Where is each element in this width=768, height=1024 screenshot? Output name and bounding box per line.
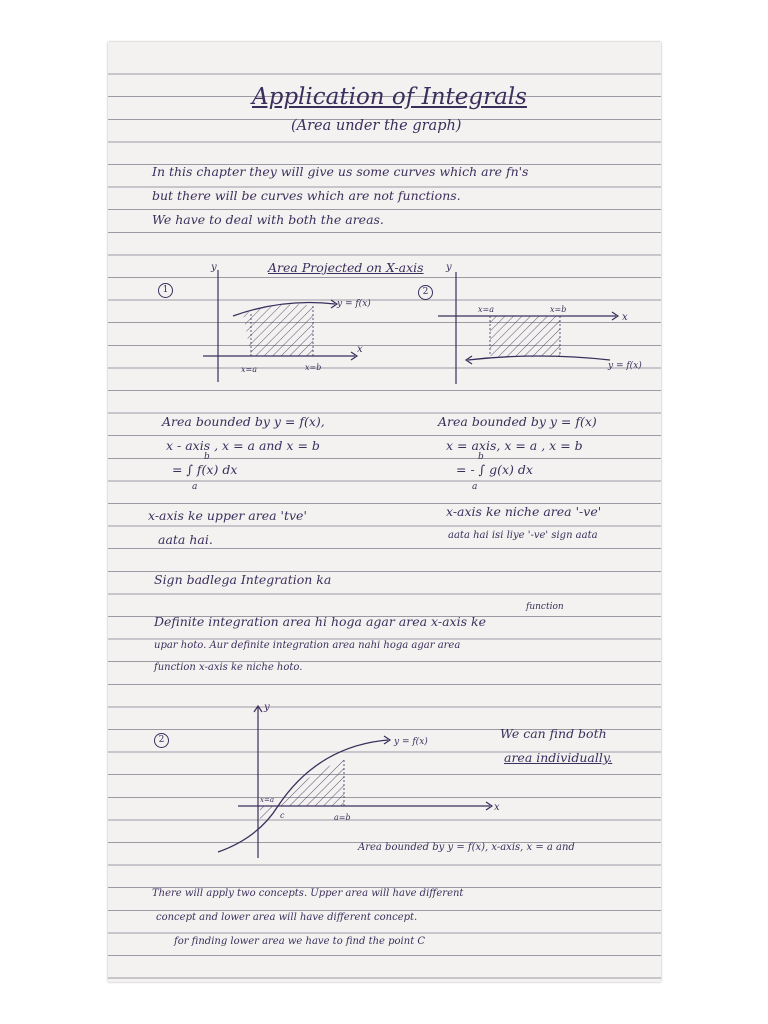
- label-a: x=a: [260, 796, 274, 804]
- case1-limit-upper: b: [204, 452, 210, 462]
- label-b: x=b: [550, 305, 567, 314]
- axis-y-label: y: [211, 262, 217, 273]
- label-b: a=b: [334, 813, 351, 822]
- case2-text-2: x = axis, x = a , x = b: [446, 438, 583, 453]
- notebook-page: [108, 42, 661, 982]
- section-heading: Area Projected on X-axis: [268, 260, 424, 275]
- case1-limit-lower: a: [192, 482, 198, 492]
- side-note-1: We can find both: [500, 726, 607, 741]
- side-note-2: area individually.: [504, 750, 613, 765]
- curve: [468, 356, 610, 360]
- case2-text-1: Area bounded by y = f(x): [438, 414, 597, 429]
- sign-note: Sign badlega Integration ka: [154, 572, 332, 587]
- definite-note-1: Definite integration area hi hoga agar area x-axis ke: [154, 614, 486, 629]
- concepts-line-1: There will apply two concepts. Upper area will have different: [152, 888, 464, 899]
- section2-graph: [198, 702, 508, 862]
- case1-text-5: aata hai.: [158, 532, 213, 547]
- case2-number: 2: [418, 282, 433, 300]
- axis-y-label: y: [446, 262, 452, 273]
- axis-y-label: y: [264, 702, 270, 713]
- curve-label: y = f(x): [608, 361, 642, 371]
- case1-text-1: Area bounded by y = f(x),: [162, 414, 325, 429]
- axis-x-label: x: [622, 312, 628, 323]
- label-a: x=a: [478, 305, 494, 314]
- label-a: x=a: [241, 365, 257, 374]
- axis-x-label: x: [494, 802, 500, 813]
- page-title: Application of Integrals: [252, 84, 527, 110]
- label-c: c: [280, 811, 285, 820]
- concepts-line-2: concept and lower area will have different concept.: [156, 912, 418, 923]
- curve-label: y = f(x): [337, 299, 371, 309]
- case2-text-4: x-axis ke niche area '-ve': [446, 504, 602, 519]
- case2-limit-upper: b: [478, 452, 484, 462]
- concepts-line-3: for finding lower area we have to find the point C: [174, 936, 426, 947]
- definite-note-2: upar hoto. Aur definite integration area nahi hoga agar area: [154, 640, 461, 651]
- definite-note-3: function x-axis ke niche hoto.: [154, 662, 303, 673]
- case2-graph: [438, 264, 648, 389]
- case1-graph: [203, 264, 373, 384]
- axis-x-label: x: [357, 344, 363, 355]
- intro-line-1: In this chapter they will give us some curves which are fn's: [152, 164, 529, 179]
- case2-limit-lower: a: [472, 482, 478, 492]
- label-b: x=b: [305, 363, 322, 372]
- case2-text-3: = - ∫ g(x) dx: [456, 462, 533, 477]
- case2-text-5: aata hai isi liye '-ve' sign aata: [448, 530, 598, 541]
- section2-bounded-text: Area bounded by y = f(x), x-axis, x = a and: [358, 842, 575, 853]
- page-subtitle: (Area under the graph): [291, 118, 462, 134]
- case1-text-3: = ∫ f(x) dx: [172, 462, 238, 477]
- section2-number: 2: [154, 730, 169, 748]
- case1-text-4: x-axis ke upper area 'tve': [148, 508, 307, 523]
- case1-text-2: x - axis , x = a and x = b: [166, 438, 320, 453]
- case1-number: 1: [158, 280, 173, 298]
- definite-note-superscript: function: [526, 602, 564, 612]
- intro-line-3: We have to deal with both the areas.: [152, 212, 384, 227]
- curve-label: y = f(x): [394, 737, 428, 747]
- intro-line-2: but there will be curves which are not functions.: [152, 188, 461, 203]
